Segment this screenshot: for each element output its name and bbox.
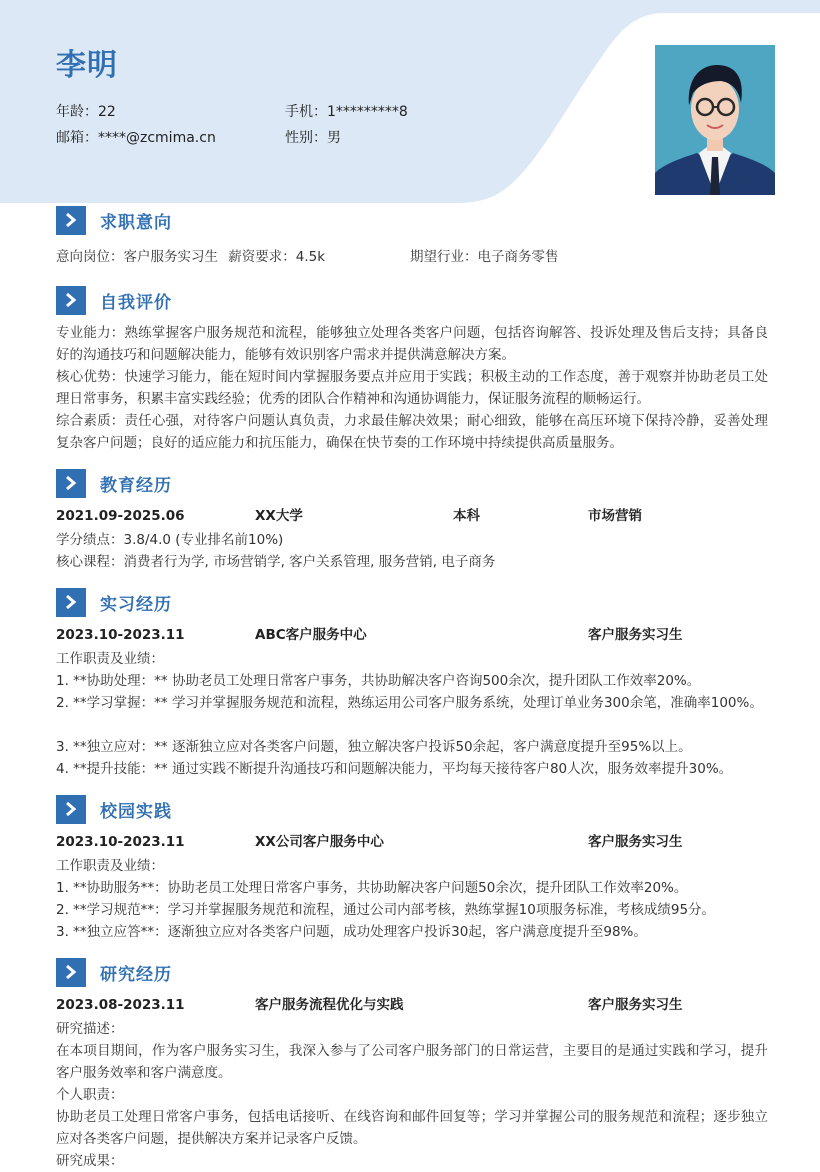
campus-item: 2. **学习规范**：学习并掌握服务规范和流程，通过公司内部考核，熟练掌握10项服务标准，考核成绩95分。 [56,902,716,918]
chevron-right-icon [56,206,86,235]
job-intent-line [56,246,768,268]
research-project: 客户服务流程优化与实践 [255,997,404,1013]
section-title: 教育经历 [100,475,172,496]
portrait-icon [655,45,775,195]
age-label: 年龄： [56,104,98,120]
research-result-label: 研究成果： [56,1153,124,1169]
internship-row [56,624,768,646]
profile-photo [655,45,775,195]
section-research [56,957,172,987]
self-eval-paragraph: 核心优势：快速学习能力，能在短时间内掌握服务要点并应用于实践；积极主动的工作态度，善于观察并协助老员工处理日常事务，积累丰富实践经验；优秀的团队合作精神和沟通协调能力，保证服务流程的顺畅运行。 [56,369,768,407]
internship-role: 客户服务实习生 [588,627,683,643]
internship-company: ABC客户服务中心 [255,627,367,643]
research-row [56,994,768,1016]
campus-row [56,831,768,853]
position-value: 客户服务实习生 [123,249,218,265]
section-self-evaluation [56,285,172,315]
internship-item: 4. **提升技能：** 通过实践不断提升沟通技巧和问题解决能力，平均每天接待客户80人次，服务效率提升30%。 [56,761,733,777]
internship-duties-label: 工作职责及业绩： [56,651,164,667]
education-school: XX大学 [255,508,303,524]
candidate-name: 李明 [56,48,118,83]
education-gpa: 学分绩点：3.8/4.0 (专业排名前10%) [56,532,284,548]
self-eval-paragraph: 专业能力：熟练掌握客户服务规范和流程，能够独立处理各类客户问题，包括咨询解答、投诉处理及售后支持；具备良好的沟通技巧和问题解决能力，能够有效识别客户需求并提供满意解决方案。 [56,325,768,363]
section-title: 校园实践 [100,801,172,822]
email-field [56,127,216,147]
research-period: 2023.08-2023.11 [56,997,185,1013]
education-degree: 本科 [453,508,480,524]
chevron-right-icon [56,469,86,498]
chevron-right-icon [56,286,86,315]
industry-label: 期望行业： [410,249,478,265]
position-label: 意向岗位： [56,249,124,265]
research-duty: 协助老员工处理日常客户事务，包括电话接听、在线咨询和邮件回复等；学习并掌握公司的服务规范和流程；逐步独立应对各类客户问题，提供解决方案并记录客户反馈。 [56,1109,768,1147]
industry-value: 电子商务零售 [477,249,559,265]
education-major: 市场营销 [588,508,642,524]
campus-org: XX公司客户服务中心 [255,834,384,850]
internship-item: 1. **协助处理：** 协助老员工处理日常客户事务，共协助解决客户咨询500余次，提升团队工作效率20%。 [56,673,701,689]
gender-field [285,127,341,147]
campus-item: 1. **协助服务**：协助老员工处理日常客户事务，共协助解决客户问题50余次，提升团队工作效率20%。 [56,880,688,896]
section-title: 实习经历 [100,594,172,615]
section-education [56,468,172,498]
section-campus-practice [56,794,172,824]
section-title: 求职意向 [100,212,172,233]
section-internship [56,587,172,617]
email-label: 邮箱： [56,130,98,146]
section-job-intent [56,205,172,235]
salary-label: 薪资要求： [228,249,296,265]
section-title: 研究经历 [100,964,172,985]
age-field [56,101,116,121]
phone-value: 1*********8 [327,104,408,120]
research-desc: 在本项目期间，作为客户服务实习生，我深入参与了公司客户服务部门的日常运营，主要目的是通过实践和学习，提升客户服务效率和客户满意度。 [56,1043,768,1081]
phone-label: 手机： [285,104,327,120]
internship-item: 3. **独立应对：** 逐渐独立应对各类客户问题，独立解决客户投诉50余起，客户满意度提升至95%以上。 [56,739,692,755]
research-desc-label: 研究描述： [56,1021,124,1037]
research-role: 客户服务实习生 [588,997,683,1013]
campus-role: 客户服务实习生 [588,834,683,850]
education-period: 2021.09-2025.06 [56,508,185,524]
campus-period: 2023.10-2023.11 [56,834,185,850]
campus-duties-label: 工作职责及业绩： [56,858,164,874]
email-value: ****@zcmima.cn [98,130,216,146]
self-eval-paragraph: 综合素质：责任心强，对待客户问题认真负责，力求最佳解决效果；耐心细致，能够在高压环境下保持冷静，妥善处理复杂客户问题；良好的适应能力和抗压能力，确保在快节奏的工作环境中持续提供高质量服务。 [56,413,768,451]
gender-label: 性别： [285,130,327,146]
education-row [56,505,768,527]
salary-value: 4.5k [295,249,326,265]
gender-value: 男 [327,130,341,146]
chevron-right-icon [56,958,86,987]
education-courses: 核心课程：消费者行为学, 市场营销学, 客户关系管理, 服务营销, 电子商务 [56,554,496,570]
internship-period: 2023.10-2023.11 [56,627,185,643]
campus-item: 3. **独立应答**：逐渐独立应对各类客户问题，成功处理客户投诉30起，客户满意度提升至98%。 [56,924,647,940]
industry-field [410,246,559,268]
phone-field [285,101,408,121]
internship-item: 2. **学习掌握：** 学习并掌握服务规范和流程，熟练运用公司客户服务系统，处理订单业务300余笔，准确率100%。 [56,695,763,711]
research-duty-label: 个人职责： [56,1087,124,1103]
section-title: 自我评价 [100,292,172,313]
age-value: 22 [98,104,116,120]
chevron-right-icon [56,795,86,824]
chevron-right-icon [56,588,86,617]
